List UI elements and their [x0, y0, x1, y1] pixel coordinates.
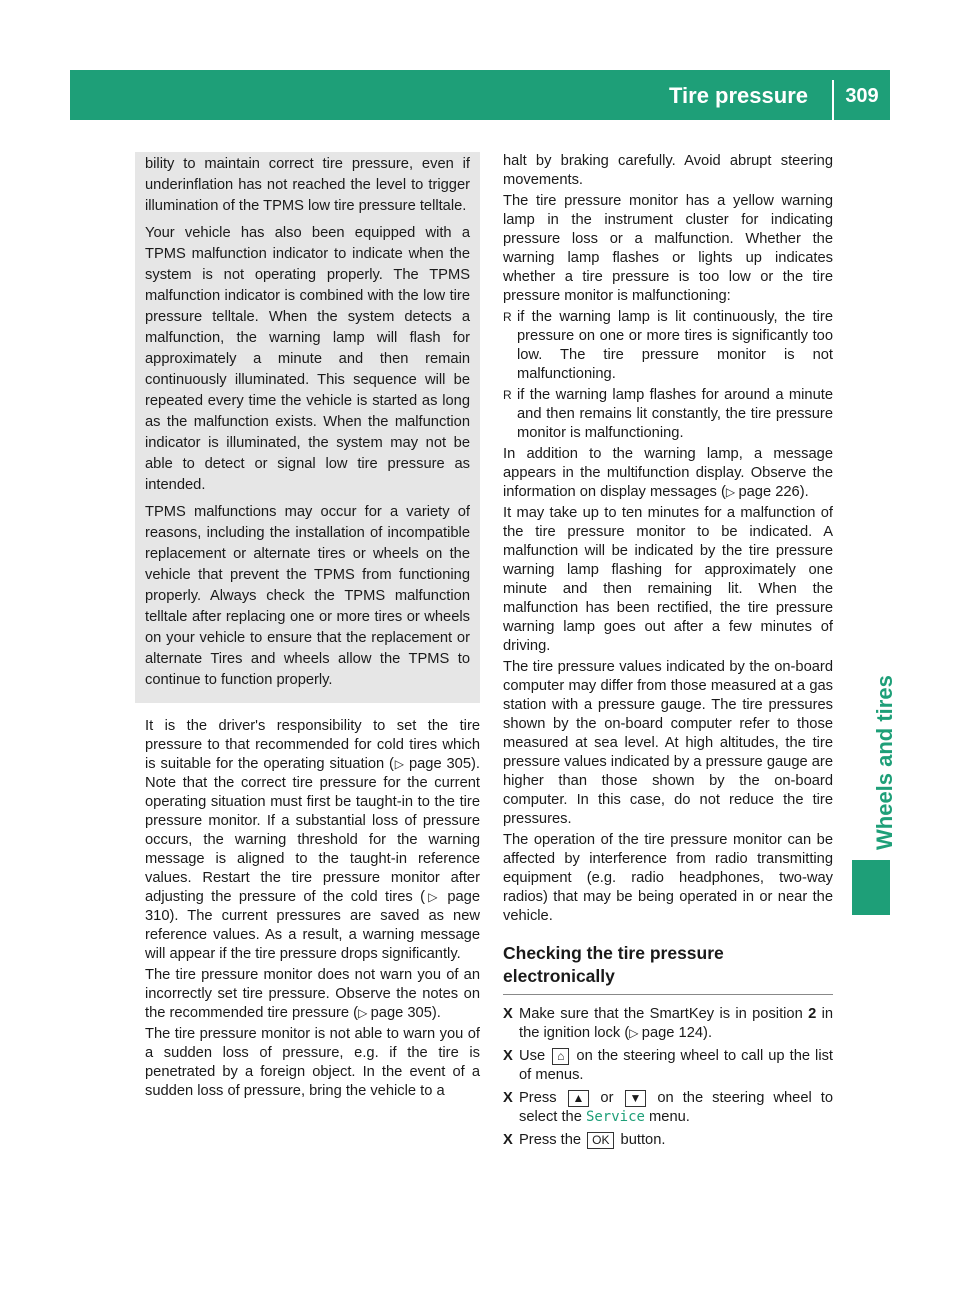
side-tab-marker: [852, 860, 890, 915]
down-key-icon: ▼: [625, 1090, 647, 1107]
text: The tire pressure monitor does not warn you of an incorrectly set tire pressure. Observe the notes on the recommended tire pressure (: [145, 967, 480, 1021]
step-marker-icon: X: [503, 1132, 513, 1148]
step-item: [503, 1005, 833, 1043]
box-paragraph: bility to maintain correct tire pressure, even if underinflation has not reached the level to trigger illumination of the TPMS low tire pressure telltale.: [145, 156, 470, 214]
page-ref-link[interactable]: page 305: [408, 756, 472, 772]
step-marker-icon: X: [503, 1048, 513, 1064]
step-item: [503, 1047, 833, 1085]
step-marker-icon: X: [503, 1006, 513, 1022]
text: in the ignition lock (: [519, 1006, 833, 1041]
section-heading: Checking the tire pressure electronically: [503, 943, 724, 986]
text: ).: [799, 484, 809, 500]
paragraph: The tire pressure values indicated by the on-board computer may differ from those measured at a gas station with a pressure gauge. The tire pressures shown by the on-board computer refer to those measured at sea level. At high altitudes, the tire pressure values indicated by a pressure gauge are higher than those shown by the on-board computer. In this case, do not reduce the tire pressures.: [503, 659, 833, 827]
page-ref-link[interactable]: page 226: [738, 484, 800, 500]
bullet-icon: R: [503, 388, 512, 402]
page-number: 309: [845, 85, 879, 107]
text: on the steering wheel to select the: [519, 1090, 833, 1125]
list-item-text: if the warning lamp flashes for around a minute and then remains lit constantly, the tire pressure monitor is malfunctioning.: [517, 387, 833, 441]
paragraph: halt by braking carefully. Avoid abrupt steering movements.: [503, 153, 833, 188]
right-column: [503, 152, 833, 1154]
text: ).: [431, 1005, 441, 1021]
page-ref-arrow-icon: ▷: [725, 485, 739, 499]
page-ref-arrow-icon: ▷: [629, 1026, 642, 1040]
page-ref-link[interactable]: page 305: [370, 1005, 432, 1021]
paragraph: [145, 966, 480, 1023]
text: on the steering wheel to call up the list of menus.: [519, 1048, 834, 1083]
page-ref-arrow-icon: ▷: [358, 1006, 371, 1020]
bullet-icon: R: [503, 310, 512, 324]
home-key-icon: ⌂: [552, 1048, 569, 1065]
section-divider: [503, 994, 833, 995]
header-bar: [70, 70, 890, 120]
paragraph: The tire pressure monitor has a yellow warning lamp in the instrument cluster for indicating pressure loss or a malfunction. Whether the warning lamp flashes or lights up indicates whether a tire pressure is too low or the tire pressure monitor is malfunctioning:: [503, 193, 833, 304]
page-ref-link[interactable]: page 310: [145, 889, 481, 924]
service-menu-name: Service: [585, 1109, 645, 1125]
text: ).: [703, 1025, 713, 1041]
box-paragraph: Your vehicle has also been equipped with a TPMS malfunction indicator to indicate when the system is not operating properly. The TPMS malfunction indicator is combined with the low tire pressure telltale. When the system detects a malfunction, the warning lamp will flash for approximately a minute and then remain continuously illuminated. This sequence will be repeated every time the vehicle is started as long as the malfunction exists. When the malfunction indicator is illuminated, the system may not be able to detect or signal low tire pressure as intended.: [145, 225, 470, 493]
text: ). Note that the correct tire pressure for the current operating situation must first be taught-in to the tire pressure monitor. If a substantial loss of pressure occurs, the warning threshold for the warning message is aligned to the taught-in reference values. Restart the tire pressure monitor after adjusting the pressure of the cold tires (: [145, 756, 480, 905]
page-ref-link[interactable]: page 124: [641, 1025, 704, 1041]
paragraph: [503, 445, 833, 502]
text: ). The current pressures are saved as new reference values. As a result, a warning message will appear if the tire pressure drops significantly.: [145, 908, 480, 962]
text: In addition to the warning lamp, a message appears in the multifunction display. Observe the information on display messages (: [503, 446, 833, 500]
box-paragraph: TPMS malfunctions may occur for a variety of reasons, including the installation of incompatible replacement or alternate tires or wheels on the vehicle that prevent the TPMS from functioning properly. Always check the TPMS malfunction telltale after replacing one or more tires or wheels on your vehicle to ensure that the replacement or alternate Tires and wheels allow the TPMS to continue to function properly.: [145, 504, 470, 688]
text: Press: [519, 1090, 566, 1106]
step-marker-icon: X: [503, 1090, 513, 1106]
step-item: [503, 1089, 833, 1127]
page-ref-arrow-icon: ▷: [424, 890, 448, 904]
text: Make sure that the SmartKey is in position: [519, 1006, 809, 1022]
info-box: [135, 152, 480, 703]
up-key-icon: ▲: [568, 1090, 590, 1107]
text: Use: [519, 1048, 551, 1064]
list-item-text: if the warning lamp is lit continuously, the tire pressure on one or more tires is significantly too low. The tire pressure monitor is not malfunctioning.: [517, 309, 833, 382]
text: Press the: [519, 1132, 586, 1148]
paragraph: [145, 717, 480, 964]
text: It is the driver's responsibility to set the tire pressure to that recommended for cold tires which is suitable for the operating situation (: [145, 718, 480, 772]
text: or: [591, 1090, 623, 1106]
paragraph: The operation of the tire pressure monitor can be affected by interference from radio transmitting equipment (e.g. radio headphones, two-way radios) that may be being operated in or near the vehicle.: [503, 832, 833, 924]
ok-key-icon: OK: [587, 1132, 614, 1149]
list-item: [503, 308, 833, 384]
text: menu.: [644, 1109, 690, 1125]
side-tab-text: Wheels and tires: [872, 675, 897, 850]
left-column: [145, 152, 480, 1103]
text: button.: [616, 1132, 666, 1148]
step-item: [503, 1131, 833, 1150]
list-item: [503, 386, 833, 443]
page-title: Tire pressure: [668, 83, 808, 108]
page-ref-arrow-icon: ▷: [393, 757, 409, 771]
paragraph: The tire pressure monitor is not able to warn you of a sudden loss of pressure, e.g. if the tire is penetrated by a foreign object. In the event of a sudden loss of pressure, bring the vehicle to a: [145, 1026, 480, 1099]
paragraph: It may take up to ten minutes for a malfunction of the tire pressure monitor to be indicated. A malfunction will be indicated by the tire pressure warning lamp flashing for approximately one minute and then remaining lit. When the malfunction has been rectified, the tire pressure warning lamp goes out after a few minutes of driving.: [503, 505, 833, 654]
ignition-position: 2: [808, 1006, 817, 1022]
